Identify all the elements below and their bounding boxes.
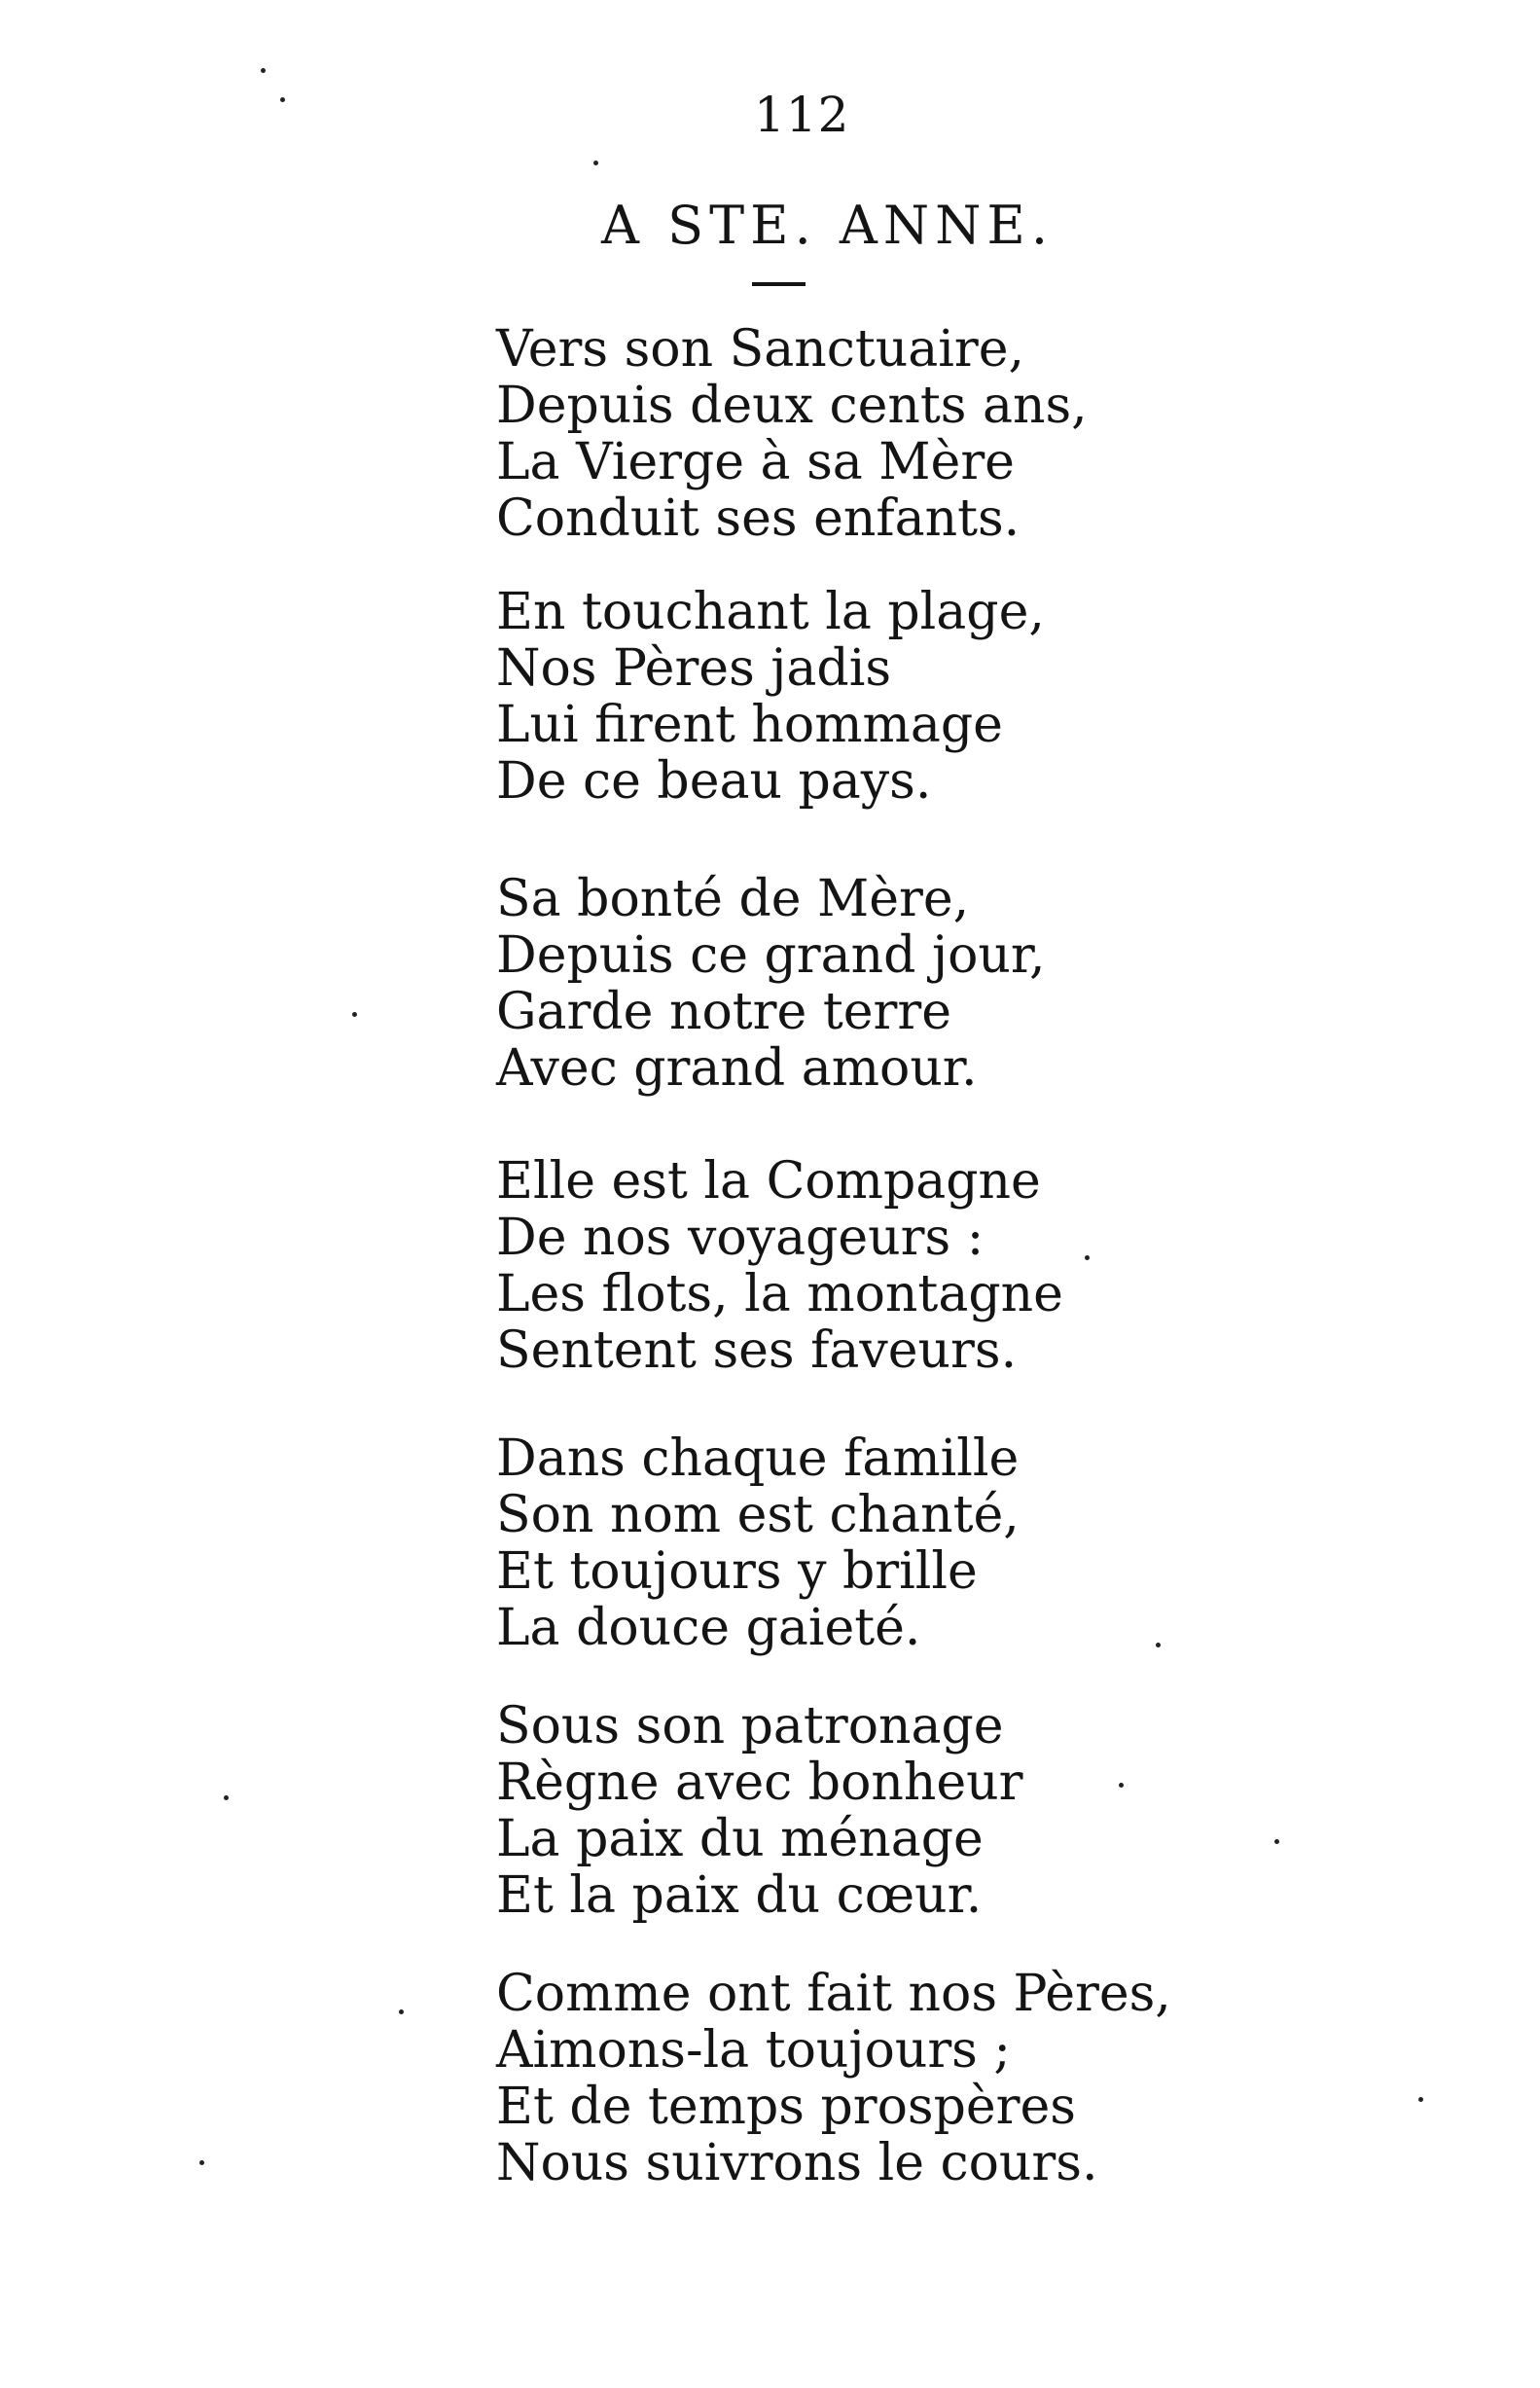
poem-line: Son nom est chanté, <box>496 1486 1020 1544</box>
poem-line: Dans chaque famille <box>496 1429 1020 1488</box>
poem-line: Depuis ce grand jour, <box>496 926 1046 985</box>
poem-line: Aimons-la toujours ; <box>496 2021 1011 2080</box>
poem-line: Sous son patronage <box>496 1697 1004 1755</box>
poem-line: Elle est la Compagne <box>496 1152 1041 1211</box>
scan-speck <box>1156 1643 1161 1647</box>
poem-line: Conduit ses enfants. <box>496 489 1021 548</box>
scan-speck <box>1085 1255 1090 1260</box>
scan-speck <box>593 161 598 165</box>
poem-line: Et toujours y brille <box>496 1542 978 1601</box>
poem-line: Sa bonté de Mère, <box>496 870 970 928</box>
scan-speck <box>224 1795 229 1800</box>
poem-line: Règne avec bonheur <box>496 1754 1023 1812</box>
poem-line: La Vierge à sa Mère <box>496 433 1015 491</box>
page-number: 112 <box>754 87 850 143</box>
title-rule <box>752 282 806 286</box>
poem-line: Lui firent hommage <box>496 696 1003 754</box>
poem-line: Et de temps prospères <box>496 2078 1076 2136</box>
scan-speck <box>352 1012 357 1017</box>
poem-line: Nos Pères jadis <box>496 639 892 698</box>
poem-line: En touchant la plage, <box>496 583 1045 641</box>
poem-line: Vers son Sanctuaire, <box>496 320 1025 379</box>
poem-line: De nos voyageurs : <box>496 1209 985 1267</box>
poem-line: Sentent ses faveurs. <box>496 1321 1018 1380</box>
scan-speck <box>399 2009 404 2014</box>
scan-speck <box>280 97 285 102</box>
poem-line: La paix du ménage <box>496 1810 984 1868</box>
scan-speck <box>1119 1783 1124 1788</box>
stanza-5 <box>496 1430 1020 1656</box>
stanza-6 <box>496 1698 1023 1924</box>
stanza-3 <box>496 871 1046 1097</box>
stanza-1 <box>496 321 1088 547</box>
poem-line: Les flots, la montagne <box>496 1265 1063 1323</box>
stanza-4 <box>496 1153 1063 1379</box>
poem-line: Comme ont fait nos Pères, <box>496 1965 1171 2023</box>
poem-line: Depuis deux cents ans, <box>496 377 1088 435</box>
poem-title: A STE. ANNE. <box>601 195 1055 256</box>
scan-speck <box>1274 1839 1279 1844</box>
stanza-2 <box>496 584 1045 810</box>
scan-speck <box>1418 2097 1423 2102</box>
stanza-7 <box>496 1966 1171 2191</box>
scan-speck <box>199 2160 204 2165</box>
poem-line: Nous suivrons le cours. <box>496 2134 1098 2192</box>
poem-line: Avec grand amour. <box>496 1039 978 1098</box>
poem-line: Garde notre terre <box>496 983 951 1041</box>
poem-line: De ce beau pays. <box>496 752 932 811</box>
scan-speck <box>261 68 266 73</box>
poem-line: La douce gaieté. <box>496 1599 921 1657</box>
poem-line: Et la paix du cœur. <box>496 1866 983 1925</box>
